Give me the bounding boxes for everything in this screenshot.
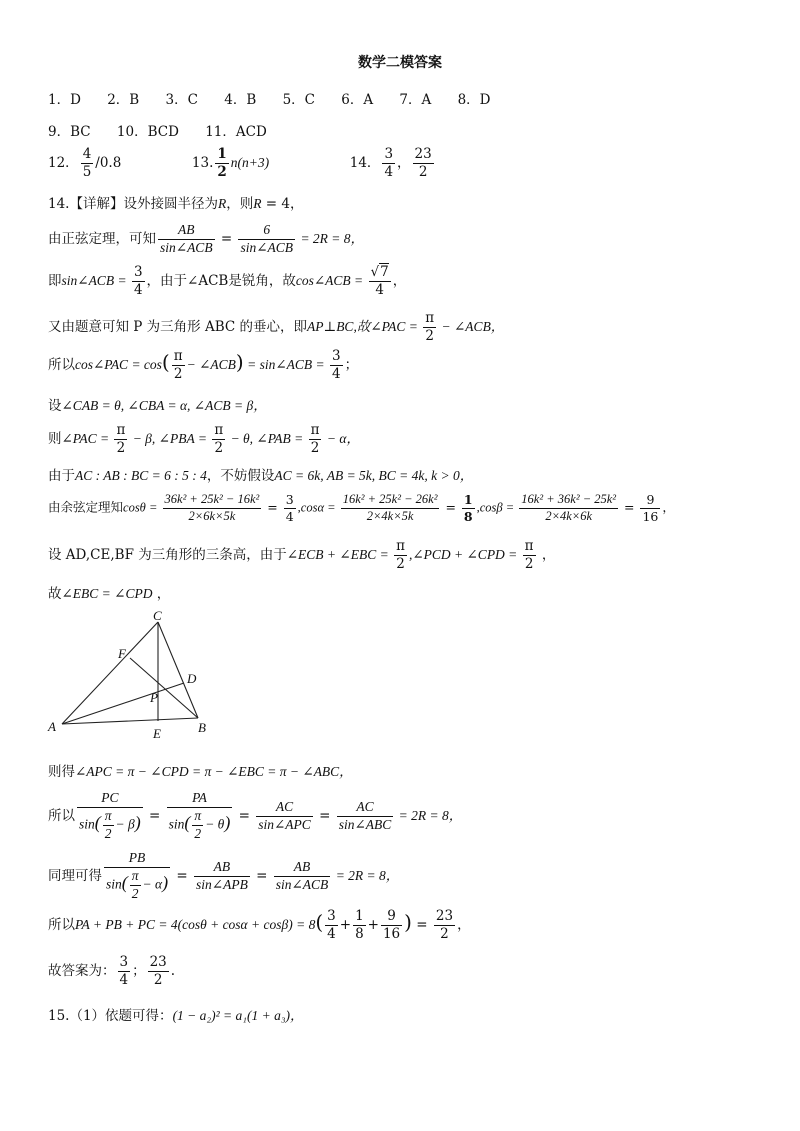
- l4-f-den: 2: [425, 327, 434, 344]
- q12-den: 5: [82, 163, 92, 180]
- l8-d: AC = 6k, AB = 5k, BC = 4k, k > 0，: [274, 468, 474, 483]
- l13-eq2: =: [234, 807, 255, 824]
- l6-b: ∠CAB = θ, ∠CBA = α, ∠ACB = β，: [61, 398, 267, 413]
- answer-1: 1．D: [48, 92, 81, 108]
- l14-frac-2: [194, 859, 250, 894]
- l3-e: ，: [392, 272, 407, 289]
- l9-b: cosθ =: [123, 500, 161, 515]
- line-15: [48, 908, 471, 943]
- l16-frac-1: [118, 954, 131, 989]
- l4-b: AP⊥BC: [307, 318, 354, 334]
- l10-f1-den: 2: [396, 555, 405, 572]
- l17-b: (1 − a₂)² = a₁(1 + a₃)，: [172, 1008, 304, 1023]
- l3-f2-radicand: 7: [380, 264, 389, 280]
- l11-b: ∠EBC = ∠CPD: [61, 586, 153, 601]
- l9-f3-den: 2×4k×5k: [366, 508, 414, 523]
- l2-f1-num: AB: [158, 222, 215, 240]
- l7-f1-num: π: [116, 422, 126, 438]
- l14-f1-num: PB: [104, 850, 170, 868]
- line-14: [48, 850, 399, 903]
- l15-f1-den: 4: [327, 925, 336, 942]
- l5-frac: [172, 348, 185, 383]
- l10-b: ∠ECB + ∠EBC =: [286, 546, 393, 562]
- q12-tail: /0.8: [95, 154, 122, 171]
- l9-e: =: [441, 499, 460, 515]
- line-10: [48, 538, 555, 573]
- l5-b: cos∠PAC = cos: [75, 356, 162, 372]
- l4-d: − ∠ACB，: [438, 318, 505, 334]
- l5-c: − ∠ACB: [186, 356, 236, 372]
- label-b: B: [198, 720, 206, 735]
- l7-frac-1: [114, 422, 127, 457]
- l13-tail: = 2R = 8，: [395, 807, 463, 823]
- l16-c: .: [170, 962, 176, 979]
- l14-frac-3: [274, 859, 331, 894]
- l14-f1-den-a: sin: [106, 876, 122, 892]
- altitude-bf: [130, 658, 198, 718]
- q13-fraction: [215, 146, 228, 181]
- l16-f2-num: 23: [149, 954, 167, 970]
- l15-f2-den: 8: [355, 925, 364, 942]
- l2-frac-2: [238, 222, 295, 257]
- l9-f4-den: 8: [463, 508, 473, 524]
- l1-b: R: [217, 196, 227, 211]
- l14-eq1: =: [172, 867, 193, 884]
- l14-tail: = 2R = 8，: [332, 867, 400, 883]
- q14-sep: ，: [397, 154, 411, 171]
- line-2: [48, 222, 364, 257]
- answer-8: 8．D: [457, 92, 491, 108]
- l13-f2-den-frac: [192, 808, 203, 843]
- l9-f4-num: 1: [463, 492, 473, 507]
- l13-f2-den-fd: 2: [194, 825, 202, 841]
- l4-a: 又由题意可知 P 为三角形 ABC 的垂心，即: [48, 318, 307, 335]
- l3-f-den: 4: [133, 281, 143, 298]
- l14-f2-den: sin∠APB: [196, 876, 248, 892]
- q12-label: 12．: [48, 154, 79, 171]
- l13-frac-3: [256, 799, 313, 834]
- l9-frac-4: [462, 492, 475, 524]
- l13-f1-den-fn: π: [103, 808, 114, 826]
- l16-f1-num: 3: [119, 954, 129, 970]
- l15-c: (: [315, 909, 324, 934]
- l15-p1: +: [339, 916, 352, 933]
- l9-h: =: [620, 499, 639, 515]
- l9-f6-num: 9: [640, 492, 660, 509]
- q12-fraction: [81, 146, 94, 181]
- line-12: [48, 760, 353, 780]
- l7-f2-num: π: [214, 422, 224, 438]
- answers-row-1: [48, 88, 512, 108]
- l15-f2-num: 1: [355, 908, 364, 924]
- l14-f3-num: AB: [274, 859, 331, 877]
- l13-f1-den-fd: 2: [104, 825, 112, 841]
- l3-frac: [132, 264, 145, 299]
- side-ab: [62, 718, 198, 724]
- l15-f: ，: [457, 916, 471, 933]
- l9-frac-6: [640, 492, 660, 524]
- line-5: 所以cos∠PAC = cos( $\frac{\pi}{2}$ − ∠ACB) = sin∠ACB = $\frac{3}{4}$ ；: [48, 348, 359, 382]
- l9-f2-den: 4: [285, 508, 294, 524]
- l2-f2-den: sin∠ACB: [240, 239, 294, 255]
- l7-frac-3: [309, 422, 322, 457]
- l7-f3-den: 2: [310, 439, 320, 456]
- l15-d: ): [404, 909, 412, 934]
- l7-c: − β, ∠PBA =: [129, 430, 211, 446]
- l9-g: ,cosβ =: [476, 500, 518, 515]
- answer-6: 6．A: [341, 92, 374, 108]
- l13-f1-den-b: − β: [115, 816, 135, 832]
- label-d: D: [187, 671, 197, 686]
- l14-f1-den-frac: [130, 868, 141, 903]
- l7-a: 则: [48, 430, 62, 447]
- line-7: [48, 422, 360, 457]
- l2-frac-1: [158, 222, 215, 257]
- answers-row-3: [48, 146, 436, 181]
- answers-row-2: [48, 120, 289, 140]
- l14-f1-den-fd: 2: [131, 885, 139, 901]
- l2-tail: = 2R = 8，: [297, 230, 365, 246]
- l7-f2-den: 2: [214, 439, 224, 456]
- l10-frac-1: [394, 538, 407, 573]
- l13-f2-num: PA: [167, 790, 233, 808]
- l11-c: ，: [152, 586, 171, 602]
- l15-b: PA + PB + PC = 4(cosθ + cosα + cosβ) = 8: [75, 916, 316, 932]
- l13-f1-num: PC: [77, 790, 143, 808]
- l7-d: − θ, ∠PAB =: [227, 430, 307, 446]
- l9-f5-den: 2×4k×6k: [545, 508, 593, 523]
- l14-f1-den-fn: π: [130, 868, 141, 886]
- l13-f1-den-frac: [103, 808, 114, 843]
- l13-eq1: =: [144, 807, 165, 824]
- l14-eq2: =: [251, 867, 272, 884]
- l3-d: cos∠ACB =: [295, 272, 367, 288]
- l10-c: ,∠PCD + ∠CPD =: [408, 546, 521, 562]
- l5-a: 所以: [48, 356, 75, 373]
- l13-f3-num: AC: [256, 799, 313, 817]
- l5-d: = sin∠ACB =: [243, 356, 329, 372]
- l13-frac-4: [337, 799, 394, 834]
- l1-e: = 4，: [261, 196, 304, 212]
- answer-9: 9．BC: [48, 124, 91, 140]
- l16-f1-den: 4: [119, 971, 129, 988]
- line-16: [48, 954, 175, 989]
- l14-frac-1: [104, 850, 170, 903]
- l13-f1-den: sin( $\frac{\pi}{2}$ − β): [79, 807, 141, 841]
- l1-d: R: [253, 196, 262, 211]
- l6-a: 设: [48, 398, 62, 414]
- line-9: [48, 492, 675, 524]
- l13-a: 所以: [48, 807, 75, 824]
- line-1: [48, 192, 303, 212]
- page-title: 数学二模答案: [358, 55, 442, 71]
- l16-b: ；: [132, 962, 146, 979]
- l1-c: ，则: [226, 196, 254, 212]
- l12-a: 则得: [48, 764, 75, 780]
- q13-num: 1: [217, 146, 227, 162]
- l14-f3-den: sin∠ACB: [275, 876, 329, 892]
- l13-f4-den: sin∠ABC: [338, 816, 392, 832]
- q14-b-num: 23: [414, 146, 432, 162]
- l10-d: ，: [537, 546, 556, 563]
- l3-f2-num: √7: [370, 264, 389, 280]
- l14-f2-num: AB: [194, 859, 250, 877]
- l9-f1-den: 2×6k×5k: [188, 508, 236, 523]
- l4-c: ,故∠PAC =: [353, 318, 422, 334]
- l5-f2-den: 4: [332, 365, 341, 382]
- line-11: [48, 582, 170, 602]
- l4-frac: [423, 310, 436, 345]
- l5-e: ；: [344, 356, 359, 373]
- l14-f1-den-b: − α: [142, 876, 163, 892]
- l13-f2-den-a: sin: [168, 816, 185, 832]
- l13-f1-den-a: sin: [79, 816, 95, 832]
- l7-b: ∠PAC =: [61, 430, 113, 446]
- l13-f4-num: AC: [337, 799, 394, 817]
- line-6: [48, 394, 267, 414]
- q12-num: 4: [82, 146, 92, 162]
- l11-a: 故: [48, 586, 62, 602]
- l9-f1-num: 36k² + 25k² − 16k²: [163, 492, 262, 509]
- l14-f1-den: sin( $\frac{\pi}{2}$ − α): [106, 867, 169, 901]
- l17-a: 15.（1）依题可得：: [48, 1008, 173, 1024]
- side-ac: [62, 622, 158, 724]
- l15-f4-den: 2: [440, 925, 449, 942]
- l5-f2-num: 3: [332, 348, 341, 364]
- l2-f1-den: sin∠ACB: [160, 239, 213, 255]
- l7-f3-num: π: [310, 422, 320, 438]
- l5-f-num: π: [173, 348, 183, 364]
- q14-a-num: 3: [384, 146, 394, 162]
- l13-eq3: =: [314, 807, 335, 824]
- l8-b: AC : AB : BC = 6 : 5 : 4: [75, 468, 207, 483]
- label-c: C: [153, 608, 162, 623]
- l7-e: − α，: [323, 430, 360, 446]
- l2-eq: =: [216, 230, 237, 247]
- l15-p2: +: [367, 916, 379, 933]
- l10-frac-2: [523, 538, 536, 573]
- answer-10: 10．BCD: [116, 124, 179, 140]
- l2-a: 由正弦定理，可知: [48, 230, 156, 247]
- q14-fraction-a: [382, 146, 395, 181]
- l9-frac-1: [163, 492, 262, 524]
- l13-frac-1: [77, 790, 143, 843]
- l14-a: 同理可得: [48, 867, 102, 884]
- l8-c: ，不妨假设: [206, 468, 275, 484]
- l10-f1-num: π: [396, 538, 405, 554]
- l9-f2-num: 3: [285, 492, 294, 507]
- answer-2: 2．B: [107, 92, 140, 108]
- l15-f3-num: 9: [381, 908, 402, 926]
- l9-c: =: [263, 499, 282, 515]
- l15-frac-4: [434, 908, 455, 943]
- answer-5: 5．C: [282, 92, 315, 108]
- l5-frac-2: [330, 348, 343, 383]
- l4-f-num: π: [425, 310, 435, 326]
- l3-b: sin∠ACB =: [61, 272, 130, 288]
- q14-a-den: 4: [384, 163, 394, 180]
- l12-b: ∠APC = π − ∠CPD = π − ∠EBC = π − ∠ABC，: [75, 764, 353, 779]
- l5-f-den: 2: [173, 365, 183, 382]
- l10-f2-den: 2: [524, 555, 534, 572]
- q14-b-den: 2: [418, 163, 428, 180]
- l13-f2-den-fn: π: [192, 808, 203, 826]
- label-f: F: [118, 646, 126, 661]
- l3-f-num: 3: [133, 264, 143, 280]
- line-3: [48, 264, 406, 299]
- orthocenter-figure: [46, 608, 226, 744]
- line-13: [48, 790, 462, 843]
- l15-f4-num: 23: [435, 908, 454, 924]
- answer-11: 11．ACD: [205, 124, 267, 140]
- l9-frac-5: [519, 492, 618, 524]
- l8-a: 由于: [48, 468, 75, 484]
- l9-frac-3: [341, 492, 440, 524]
- l15-frac-3: [381, 908, 402, 943]
- l9-f3-num: 16k² + 25k² − 26k²: [341, 492, 440, 509]
- line-4: [48, 310, 504, 345]
- line-8: [48, 464, 473, 484]
- side-cb: [158, 622, 198, 718]
- q13-den: 2: [217, 163, 227, 180]
- l3-c: ，由于∠ACB是锐角，故: [146, 272, 296, 289]
- l13-frac-2: [167, 790, 233, 843]
- l15-f1-num: 3: [327, 908, 336, 924]
- l16-f2-den: 2: [153, 971, 163, 988]
- l3-f2-den: 4: [375, 281, 384, 298]
- l9-frac-2: [284, 492, 296, 524]
- l15-a: 所以: [48, 916, 75, 933]
- l9-d: ,cosα =: [297, 500, 339, 515]
- l7-frac-2: [212, 422, 225, 457]
- answer-4: 4．B: [224, 92, 257, 108]
- line-17: [48, 1004, 304, 1024]
- label-e: E: [153, 726, 161, 741]
- l9-f5-num: 16k² + 36k² − 25k²: [519, 492, 618, 509]
- label-p: P: [150, 690, 158, 705]
- q14-label: 14．: [349, 154, 381, 171]
- l10-a: 设 AD,CE,BF 为三角形的三条高，由于: [48, 546, 287, 563]
- l15-e: =: [411, 916, 432, 933]
- l15-frac-2: [353, 908, 366, 943]
- l15-f3-den: 16: [382, 925, 401, 942]
- q13-tail: n(n+3): [230, 154, 270, 170]
- l10-f2-num: π: [524, 538, 534, 554]
- answer-7: 7．A: [399, 92, 432, 108]
- l13-f2-den-b: − θ: [205, 816, 225, 832]
- label-a: A: [48, 719, 56, 734]
- l3-frac-2: [369, 264, 391, 299]
- l16-a: 故答案为：: [48, 962, 116, 979]
- l9-a: 由余弦定理知: [48, 499, 124, 515]
- l7-f1-den: 2: [116, 439, 126, 456]
- l3-a: 即: [48, 272, 62, 289]
- l2-f2-num: 6: [238, 222, 295, 240]
- l13-f2-den: sin( $\frac{\pi}{2}$ − θ): [168, 807, 231, 841]
- q14-fraction-b: [413, 146, 434, 181]
- l9-i: ，: [662, 499, 675, 515]
- l15-frac-1: [325, 908, 338, 943]
- l9-f6-den: 16: [642, 508, 659, 524]
- answer-3: 3．C: [165, 92, 198, 108]
- l1-a: 14.【详解】设外接圆半径为: [48, 196, 218, 212]
- q13-label: 13.: [191, 154, 214, 171]
- l16-frac-2: [148, 954, 169, 989]
- l13-f3-den: sin∠APC: [258, 816, 311, 832]
